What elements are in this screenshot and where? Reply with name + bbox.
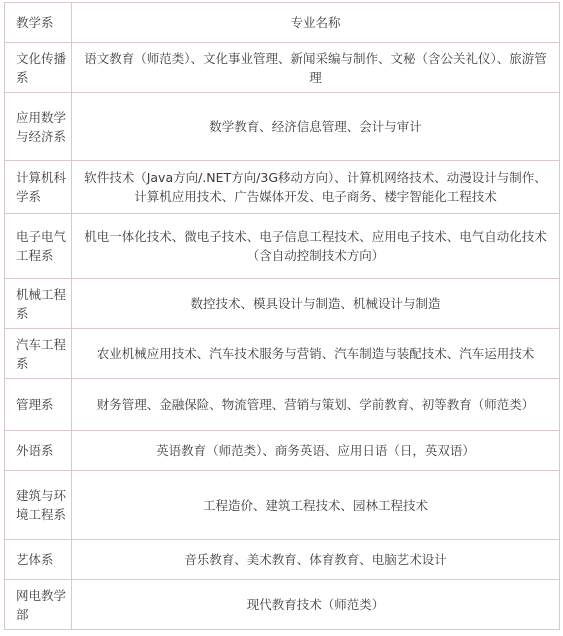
table-row: [5, 431, 560, 471]
major-cell: 工程造价、建筑工程技术、园林工程技术: [72, 471, 560, 540]
dept-cell: 外语系: [5, 431, 72, 471]
dept-cell: 电子电气工程系: [5, 214, 72, 279]
table-row: [5, 93, 560, 161]
dept-cell: 艺体系: [5, 540, 72, 580]
major-cell: 现代教育技术（师范类）: [72, 580, 560, 630]
major-cell: 机电一体化技术、微电子技术、电子信息工程技术、应用电子技术、电气自动化技术（含自动控制技术方向）: [72, 214, 560, 279]
table-row: [5, 329, 560, 379]
major-cell: 数控技术、模具设计与制造、机械设计与制造: [72, 279, 560, 329]
table-row: [5, 540, 560, 580]
major-cell: 农业机械应用技术、汽车技术服务与营销、汽车制造与装配技术、汽车运用技术: [72, 329, 560, 379]
table-row: [5, 161, 560, 214]
table-row: [5, 214, 560, 279]
dept-cell: 管理系: [5, 379, 72, 431]
major-cell: 数学教育、经济信息管理、会计与审计: [72, 93, 560, 161]
table-row: [5, 379, 560, 431]
header-dept: 教学系: [5, 3, 72, 43]
table-row: [5, 471, 560, 540]
table-header-row: [5, 3, 560, 43]
dept-cell: 汽车工程系: [5, 329, 72, 379]
dept-cell: 计算机科学系: [5, 161, 72, 214]
table-row: [5, 279, 560, 329]
major-cell: 财务管理、金融保险、物流管理、营销与策划、学前教育、初等教育（师范类）: [72, 379, 560, 431]
dept-cell: 文化传播系: [5, 43, 72, 93]
major-cell: 语文教育（师范类）、文化事业管理、新闻采编与制作、文秘（含公关礼仪）、旅游管理: [72, 43, 560, 93]
major-cell: 音乐教育、美术教育、体育教育、电脑艺术设计: [72, 540, 560, 580]
dept-cell: 网电教学部: [5, 580, 72, 630]
header-major: 专业名称: [72, 3, 560, 43]
table-row: [5, 580, 560, 630]
dept-cell: 应用数学与经济系: [5, 93, 72, 161]
major-cell: 软件技术（Java方向/.NET方向/3G移动方向）、计算机网络技术、动漫设计与制作、计算机应用技术、广告媒体开发、电子商务、楼宇智能化工程技术: [72, 161, 560, 214]
dept-cell: 建筑与环境工程系: [5, 471, 72, 540]
major-cell: 英语教育（师范类）、商务英语、应用日语（日，英双语）: [72, 431, 560, 471]
table-row: [5, 43, 560, 93]
majors-table: [4, 2, 560, 630]
dept-cell: 机械工程系: [5, 279, 72, 329]
